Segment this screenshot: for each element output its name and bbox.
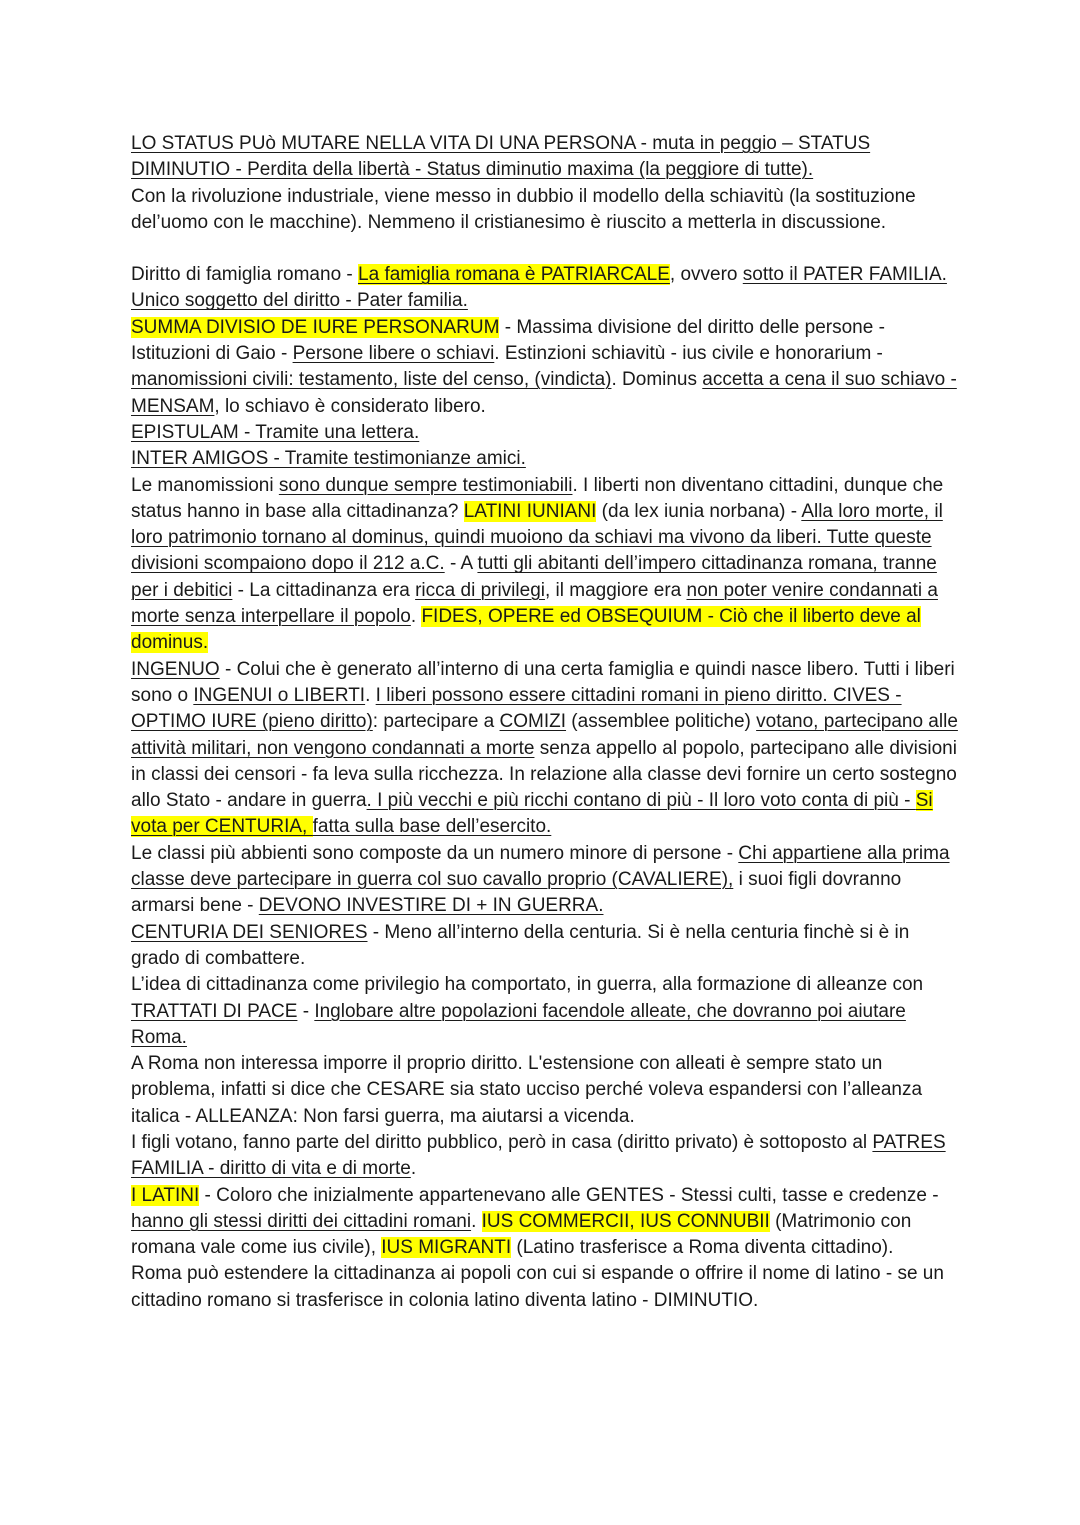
highlighted-text: Si vota per CENTURIA, [131,790,933,838]
underlined-text: COMIZI [499,711,567,733]
underlined-text: hanno gli stessi diritti dei cittadini romani [131,1210,472,1232]
underlined-text: Chi appartiene alla prima classe deve partecipare in guerra col suo cavallo proprio (CAVALIERE), [131,842,950,891]
paragraph [131,920,961,973]
highlighted-text: IUS MIGRANTI [381,1237,512,1259]
text-run: . I liberti non diventano cittadini, dunque che status hanno in base alla cittadinanza? [131,474,944,522]
text-run: . [365,684,376,706]
text-run: A Roma non interessa imporre il proprio diritto. L'estensione con alleati è sempre stato un problema, infatti si dice che CESARE sia stato ucciso perché voleva espandersi con l’alleanza italica - ALLEANZA: Non farsi guerra, ma aiutarsi a vicenda. [131,1053,923,1127]
underlined-text: tutti gli abitanti dell’impero cittadinanza romana, tranne per i debitici [131,553,937,601]
underlined-text: INGENUI o LIBERTI [193,684,366,706]
text-run: - Meno all’interno della centuria. Si è nella centuria finchè si è in grado di combattere. [131,921,910,969]
text-run: I figli votano, fanno parte del diritto pubblico, però in casa (diritto privato) è sottoposto al [131,1131,873,1153]
paragraph [131,841,961,920]
text-run: - A [444,553,478,575]
text-run: (assemblee politiche) [566,711,757,733]
paragraph [131,420,961,446]
underlined-text: TRATTATI DI PACE [131,1000,298,1022]
text-run: : partecipare a [372,711,500,733]
underlined-text: . I più vecchi e più ricchi contano di più - Il loro voto conta di più - [366,790,916,812]
paragraph [131,315,961,420]
text-run: - La cittadinanza era [232,579,416,601]
text-run: (Matrimonio con romana vale come ius civile), [131,1210,912,1259]
paragraph [131,1051,961,1130]
text-run: senza appello al popolo, partecipano alle divisioni in classi dei censori - fa leva sulla ricchezza. In relazione alla classe devi fornire un certo sostegno allo Stato - andare in guerra [131,737,957,812]
highlighted-text: LATINI IUNIANI [463,500,597,522]
underlined-text: Alla loro morte, il loro patrimonio tornano al dominus, quindi muoiono da schiavi ma vivono da liberi. Tutte queste divisioni scompaiono dopo il 212 a.C. [131,500,943,575]
paragraph [131,446,961,472]
text-run: . [410,1158,417,1180]
text-run: - Coloro che inizialmente appartenevano alle GENTES - Stessi culti, tasse e credenze - [199,1184,939,1206]
underlined-text: votano, partecipano alle attività militari, non vengono condannati a morte [131,711,958,759]
text-run: (Latino trasferisce a Roma diventa cittadino). [511,1237,894,1259]
text-run: (da lex iunia norbana) - [596,500,802,522]
underlined-text: accetta a cena il suo schiavo - MENSAM [131,369,957,417]
underlined-text: sono dunque sempre testimoniabili [278,474,573,496]
highlighted-text: FIDES, OPERE ed OBSEQUIUM - Ciò che il liberto deve al dominus. [131,606,921,654]
text-run: i suoi figli dovranno armarsi bene - [131,869,902,917]
text-run: Diritto di famiglia romano - [131,264,359,286]
paragraph [131,1130,961,1183]
underlined-text: Persone libere o schiavi [292,343,495,365]
text-run: - Massima divisione del diritto delle persone - Istituzioni di Gaio - [131,316,885,365]
underlined-text: INGENUO [131,658,220,680]
underlined-text: LO STATUS PUò MUTARE NELLA VITA DI UNA PERSONA - muta in peggio – STATUS DIMINUTIO - Perdita della libertà - Status diminutio maxima (la peggiore di tutte). [131,133,871,181]
paragraph [131,184,961,237]
text-run: - Colui che è generato all’interno di una certa famiglia e quindi nasce libero. Tutti i liberi sono o [131,658,955,706]
underlined-text: EPISTULAM - Tramite una lettera. [131,421,420,443]
document-page [131,131,961,1314]
underlined-text: ricca di privilegi [415,579,545,601]
paragraph [131,972,961,1051]
text-run: , il maggiore era [544,579,687,601]
underlined-text: PATRES FAMILIA - diritto di vita e di morte [131,1131,946,1180]
text-run: . Dominus [611,369,703,391]
underlined-text: I liberi possono essere cittadini romani in pieno diritto. CIVES - OPTIMO IURE (pieno diritto) [131,684,902,733]
paragraph [131,1261,961,1314]
highlighted-text: SUMMA DIVISIO DE IURE PERSONARUM [131,316,500,338]
paragraph [131,1183,961,1262]
text-run: . Estinzioni schiavitù - ius civile e honorarium - [494,343,883,365]
text-run: Le classi più abbienti sono composte da un numero minore di persone - [131,842,739,864]
paragraph [131,473,961,657]
highlighted-text: La famiglia romana è PATRIARCALE [358,264,670,286]
text-run: , lo schiavo è considerato libero. [214,395,486,417]
text-run: - [297,1000,315,1022]
text-run: Con la rivoluzione industriale, viene messo in dubbio il modello della schiavitù (la sostituzione del’uomo con le macchine). Nemmeno il cristianesimo è riuscito a metterla in discussione. [131,185,916,233]
text-run: Roma può estendere la cittadinanza ai popoli con cui si espande o offrire il nome di latino - se un cittadino romano si trasferisce in colonia latino diventa latino - DIMINUTIO. [131,1263,944,1311]
paragraph [131,131,961,184]
highlighted-text: IUS COMMERCII, IUS CONNUBII [481,1210,770,1232]
text-run: , ovvero [669,264,743,286]
underlined-text: manomissioni civili: testamento, liste del censo, (vindicta) [131,369,612,391]
text-run: . [471,1210,482,1232]
underlined-text: fatta sulla base dell’esercito. [312,816,552,838]
text-run: Le manomissioni [131,474,279,496]
underlined-text: Inglobare altre popolazioni facendole alleate, che dovranno poi aiutare Roma. [131,1000,906,1048]
paragraph [131,262,961,315]
text-run: L’idea di cittadinanza come privilegio ha comportato, in guerra, alla formazione di alleanze con [131,974,924,996]
paragraph [131,657,961,841]
underlined-text: sotto il PATER FAMILIA. Unico soggetto del diritto - Pater familia. [131,264,947,312]
underlined-text: INTER AMIGOS - Tramite testimonianze amici. [131,448,526,470]
highlighted-text: I LATINI [131,1184,200,1206]
text-run: . [410,606,422,628]
underlined-text: DEVONO INVESTIRE DI + IN GUERRA. [258,895,604,917]
underlined-text: CENTURIA DEI SENIORES [131,921,368,943]
underlined-text: non poter venire condannati a morte senza interpellare il popolo [131,579,938,628]
paragraph-spacer [131,236,961,262]
